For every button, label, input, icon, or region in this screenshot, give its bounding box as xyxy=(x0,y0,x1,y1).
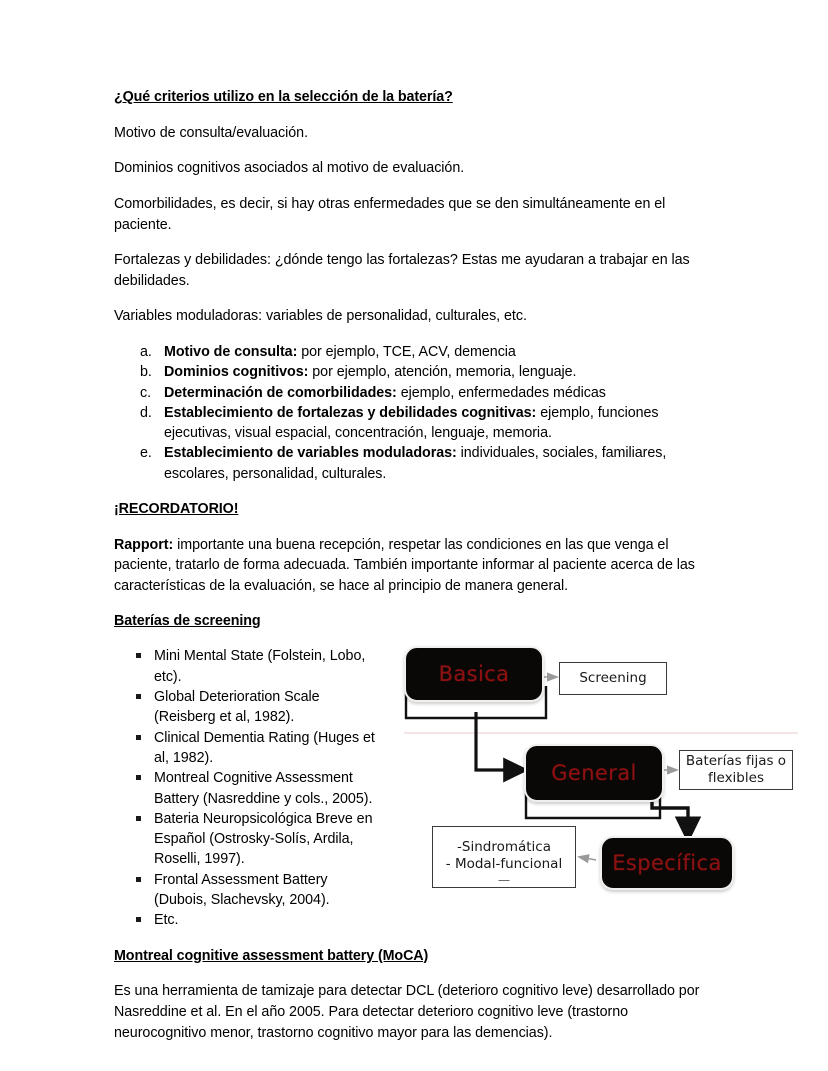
paragraph-moca: Es una herramienta de tamizaje para detectar DCL (deterioro cognitivo leve) desarrollado por Nasreddine et al. En el año 2005. Para detectar deterioro cognitivo leve (trastorno neurocognitivo menor, trastorno cognitivo mayor para las demencias). xyxy=(114,983,700,1041)
square-bullet-icon xyxy=(136,653,141,658)
list-item-label: Bateria Neuropsicológica Breve en Español (Ostrosky-Solís, Ardila, Roselli, 1997). xyxy=(154,810,373,868)
list-item-label: Global Deterioration Scale (Reisberg et al, 1982). xyxy=(154,689,320,726)
node-general-label: General xyxy=(551,761,637,786)
list-item-rest: ejemplo, funciones ejecutivas, visual espacial, concentración, lenguaje, memoria. xyxy=(164,404,659,442)
list-item-rest: por ejemplo, atención, memoria, lenguaje. xyxy=(308,364,577,381)
square-bullet-icon xyxy=(136,735,141,740)
list-item-label: Mini Mental State (Folstein, Lobo, etc). xyxy=(154,648,366,685)
list-item-label: Montreal Cognitive Assessment Battery (Nasreddine y cols., 2005). xyxy=(154,770,373,807)
node-especifica-label: Específica xyxy=(612,851,722,876)
document-body xyxy=(114,88,787,1058)
paragraph-variables: Variables moduladoras: variables de personalidad, culturales, etc. xyxy=(114,308,527,325)
list-item xyxy=(114,809,382,870)
list-item-lead: Establecimiento de fortalezas y debilidades cognitivas: xyxy=(164,404,537,421)
square-bullet-icon xyxy=(136,877,141,882)
screening-section xyxy=(114,646,787,930)
node-basica-label: Basica xyxy=(438,662,510,687)
list-item-lead: Determinación de comorbilidades: xyxy=(164,384,397,401)
list-item xyxy=(114,910,382,930)
screening-bullet-list xyxy=(114,646,382,930)
list-item xyxy=(114,362,714,382)
battery-hierarchy-diagram xyxy=(398,642,798,914)
list-item-rest: ejemplo, enfermedades médicas xyxy=(396,384,606,401)
list-marker: b. xyxy=(140,364,152,381)
list-item xyxy=(114,646,382,687)
label-box-sindromatica xyxy=(432,826,576,888)
heading-moca: Montreal cognitive assessment battery (MoCA) xyxy=(114,947,429,964)
list-marker: d. xyxy=(140,404,152,421)
node-especifica xyxy=(600,836,734,890)
square-bullet-icon xyxy=(136,917,141,922)
list-marker: c. xyxy=(140,384,152,401)
square-bullet-icon xyxy=(136,694,141,699)
list-item xyxy=(114,870,382,911)
list-item xyxy=(114,728,382,769)
alpha-list xyxy=(114,342,714,484)
rapport-lead: Rapport: xyxy=(114,536,174,553)
heading-baterias-screening: Baterías de screening xyxy=(114,612,261,629)
baterias-fijas-label: Baterías fijas o flexibles xyxy=(685,753,787,787)
rapport-rest: importante una buena recepción, respetar las condiciones en las que venga el paciente, tratarlo de forma adecuada. También importante informar al paciente acerca de las características de la evaluación, se hace al principio de manera general. xyxy=(114,536,695,594)
heading-criterios: ¿Qué criterios utilizo en la selección de la batería? xyxy=(114,89,453,105)
dash-artifact-icon xyxy=(499,880,510,882)
square-bullet-icon xyxy=(136,816,141,821)
list-item-label: Clinical Dementia Rating (Huges et al, 1982). xyxy=(154,729,375,766)
square-bullet-icon xyxy=(136,775,141,780)
paragraph-motivo: Motivo de consulta/evaluación. xyxy=(114,124,309,141)
list-item xyxy=(114,383,714,403)
node-general xyxy=(524,744,664,802)
list-marker: e. xyxy=(140,445,152,462)
heading-recordatorio: ¡RECORDATORIO! xyxy=(114,500,239,517)
list-marker: a. xyxy=(140,343,152,360)
list-item-lead: Dominios cognitivos: xyxy=(164,364,309,381)
list-item xyxy=(114,342,714,362)
list-item xyxy=(114,768,382,809)
list-item xyxy=(114,403,714,444)
paragraph-rapport xyxy=(114,535,714,597)
paragraph-dominios: Dominios cognitivos asociados al motivo de evaluación. xyxy=(114,160,465,177)
list-item-label: Etc. xyxy=(154,912,179,929)
paragraph-fortalezas: Fortalezas y debilidades: ¿dónde tengo las fortalezas? Estas me ayudaran a trabajar en las debilidades. xyxy=(114,252,690,289)
list-item xyxy=(114,687,382,728)
list-item-rest: por ejemplo, TCE, ACV, demencia xyxy=(297,343,516,360)
arrow-basica-general xyxy=(476,712,516,770)
node-basica xyxy=(404,646,544,702)
label-box-screening xyxy=(559,662,667,695)
sindromatica-label: -Sindromática xyxy=(457,839,551,856)
arrow-especifica-sindromatica xyxy=(580,857,596,860)
list-item-rest: individuales, sociales, familiares, escolares, personalidad, culturales. xyxy=(164,445,667,482)
label-box-baterias-fijas xyxy=(679,750,793,790)
list-item-label: Frontal Assessment Battery (Dubois, Slachevsky, 2004). xyxy=(154,871,330,908)
list-item xyxy=(114,443,714,484)
list-item-lead: Establecimiento de variables moduladoras: xyxy=(164,445,457,462)
list-item-lead: Motivo de consulta: xyxy=(164,343,298,360)
modal-funcional-label: - Modal-funcional xyxy=(445,856,563,873)
paragraph-comorbilidades: Comorbilidades, es decir, si hay otras enfermedades que se den simultáneamente en el paciente. xyxy=(114,196,666,233)
screening-label: Screening xyxy=(579,670,647,687)
